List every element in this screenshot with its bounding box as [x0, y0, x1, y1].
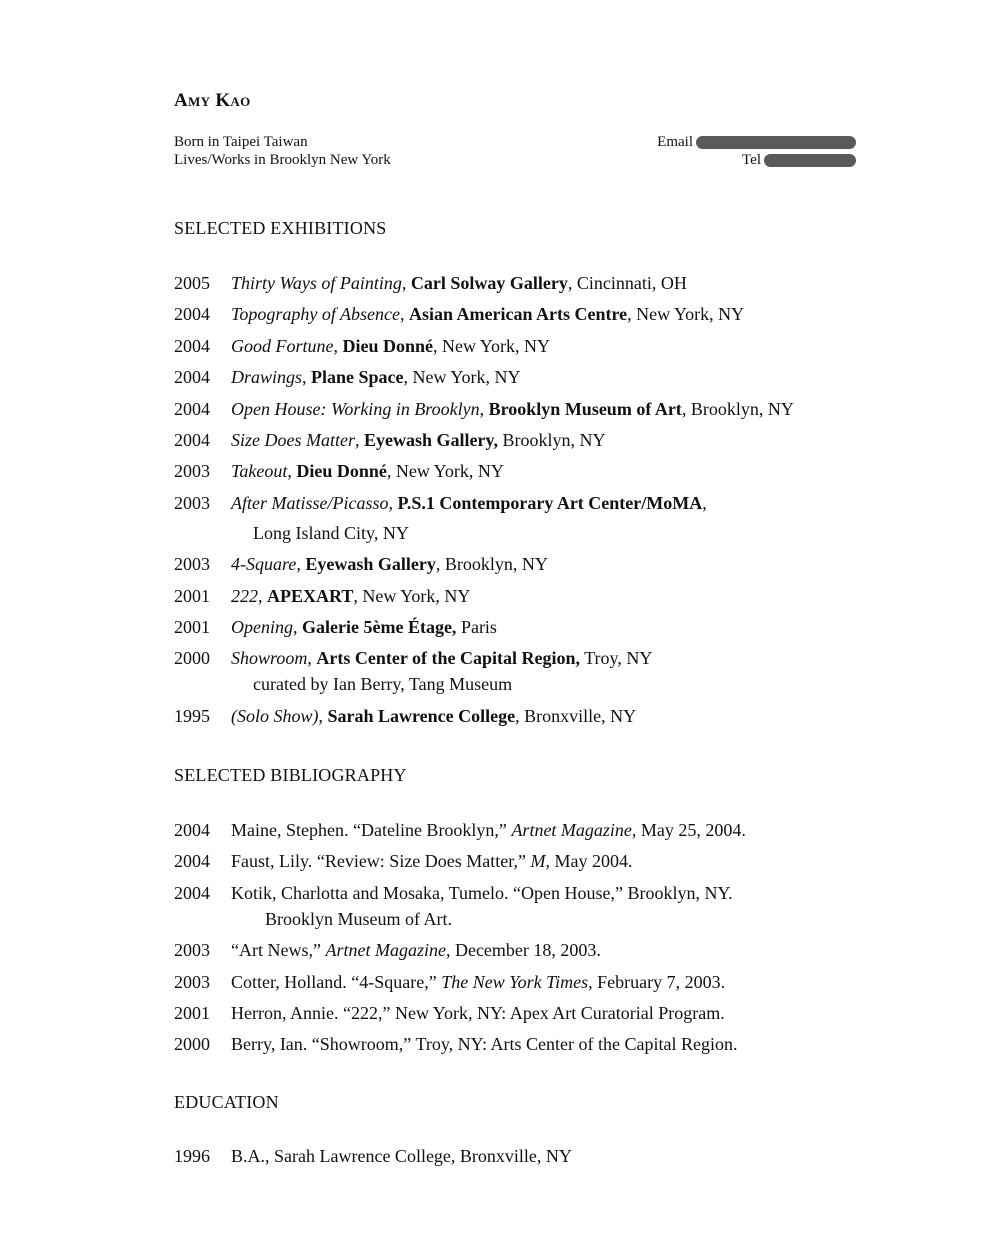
- separator: ,: [400, 304, 409, 325]
- exhibition-details: [231, 427, 605, 453]
- citation-text: Faust, Lily. “Review: Size Does Matter,”: [231, 851, 531, 872]
- exhibition-details: [231, 458, 504, 484]
- exhibition-title: Opening: [231, 616, 293, 637]
- education-entry: [174, 1143, 572, 1169]
- exhibition-venue: Galerie 5ème Étage,: [302, 616, 457, 637]
- bibliography-citation: [231, 1031, 737, 1057]
- exhibition-title: Takeout: [231, 461, 288, 482]
- citation-text: Herron, Annie. “222,” New York, NY: Apex Art Curatorial Program.: [231, 1002, 725, 1023]
- bibliography-year: 2004: [174, 851, 210, 872]
- citation-date: , May 2004.: [545, 851, 633, 872]
- exhibition-entry: [174, 364, 794, 390]
- bibliography-entry: [174, 817, 746, 843]
- exhibition-details: [231, 301, 744, 327]
- exhibitions-heading: SELECTED EXHIBITIONS: [174, 218, 387, 238]
- exhibition-details: [231, 364, 521, 390]
- bibliography-entry: [174, 1031, 746, 1057]
- exhibition-title: 4-Square: [231, 554, 297, 575]
- exhibition-location: , Cincinnati, OH: [567, 273, 687, 293]
- separator: ,: [307, 648, 317, 669]
- exhibition-venue: Eyewash Gallery,: [363, 429, 498, 450]
- exhibition-year: 2005: [174, 273, 210, 293]
- bibliography-entry: [174, 848, 746, 874]
- exhibition-year: 2003: [174, 461, 210, 482]
- birthplace: Born in Taipei Taiwan: [174, 134, 308, 150]
- citation-text: “Art News,”: [231, 940, 326, 961]
- exhibition-continuation: Long Island City, NY: [253, 522, 409, 543]
- bibliography-citation: [231, 937, 601, 963]
- exhibition-location: , Bronxville, NY: [515, 705, 637, 726]
- exhibition-title: (Solo Show): [231, 705, 319, 726]
- publication-title: Artnet Magazine: [511, 820, 632, 840]
- exhibition-venue: Plane Space: [311, 367, 404, 388]
- exhibition-title: Size Does Matter: [231, 429, 355, 450]
- exhibition-venue: Brooklyn Museum of Art: [488, 398, 682, 419]
- person-name: Amy Kao: [174, 90, 251, 111]
- bibliography-citation: [231, 817, 746, 843]
- exhibition-location: , Brooklyn, NY: [681, 398, 794, 419]
- citation-date: , February 7, 2003.: [588, 971, 726, 992]
- tel-redaction: [764, 154, 856, 167]
- exhibition-venue: P.S.1 Contemporary Art Center/MoMA: [397, 492, 703, 513]
- exhibition-details: [231, 270, 687, 296]
- exhibition-year: 2003: [174, 554, 210, 575]
- bibliography-list: [174, 817, 746, 1063]
- exhibition-entry: [174, 583, 794, 609]
- exhibition-venue: Asian American Arts Centre: [409, 304, 628, 325]
- exhibition-year: 2000: [174, 648, 210, 669]
- exhibition-year: 1995: [174, 705, 210, 726]
- exhibition-year: 2001: [174, 585, 210, 606]
- exhibition-location: Brooklyn, NY: [497, 429, 606, 450]
- separator: ,: [354, 429, 364, 450]
- bibliography-year: 2003: [174, 971, 210, 992]
- email-label: Email: [657, 134, 693, 150]
- bibliography-year: 2004: [174, 882, 210, 903]
- separator: ,: [258, 585, 267, 606]
- publication-title: M: [530, 851, 546, 872]
- separator: ,: [401, 273, 411, 293]
- bibliography-citation: [231, 969, 725, 995]
- education-heading: EDUCATION: [174, 1092, 279, 1112]
- citation-date: , May 25, 2004.: [631, 820, 746, 840]
- residence: Lives/Works in Brooklyn New York: [174, 152, 391, 168]
- tel-row: [600, 151, 856, 169]
- exhibition-entry: [174, 703, 794, 729]
- tel-label: Tel: [742, 152, 761, 168]
- separator: ,: [287, 461, 297, 482]
- exhibition-details: [231, 703, 636, 729]
- bibliography-year: 2000: [174, 1034, 210, 1055]
- exhibition-details: [231, 614, 497, 640]
- exhibition-entry: [174, 427, 794, 453]
- exhibition-venue: Carl Solway Gallery: [410, 273, 568, 293]
- bibliography-year: 2004: [174, 820, 210, 840]
- citation-text: Kotik, Charlotta and Mosaka, Tumelo. “Open House,” Brooklyn, NY.: [231, 882, 733, 903]
- contact-block: [600, 133, 856, 169]
- exhibition-entry: [174, 301, 794, 327]
- exhibition-location: ,: [702, 492, 707, 513]
- exhibition-entry: [174, 270, 794, 296]
- publication-title: Artnet Magazine: [325, 940, 446, 961]
- exhibition-entry: [174, 551, 794, 577]
- exhibition-location: , New York, NY: [403, 367, 521, 388]
- exhibition-title: Topography of Absence: [231, 304, 400, 325]
- bibliography-entry: [174, 937, 746, 963]
- separator: ,: [333, 335, 343, 356]
- exhibition-entry: [174, 333, 794, 359]
- exhibition-entry: [174, 396, 794, 422]
- exhibition-title: Drawings: [231, 367, 303, 388]
- bibliography-citation: [231, 880, 733, 932]
- exhibition-venue: Dieu Donné: [342, 335, 434, 356]
- exhibition-location: , New York, NY: [386, 461, 504, 482]
- citation-text: Maine, Stephen. “Dateline Brooklyn,”: [231, 820, 512, 840]
- exhibition-continuation: curated by Ian Berry, Tang Museum: [253, 674, 513, 695]
- email-redaction: [696, 136, 856, 149]
- separator: ,: [293, 616, 302, 637]
- exhibition-year: 2004: [174, 429, 210, 450]
- exhibition-year: 2001: [174, 616, 210, 637]
- separator: ,: [388, 492, 398, 513]
- bibliography-entry: [174, 1000, 746, 1026]
- exhibition-entry: [174, 614, 794, 640]
- citation-continuation: Brooklyn Museum of Art.: [265, 908, 452, 929]
- exhibition-title: Thirty Ways of Painting: [231, 273, 402, 293]
- exhibition-year: 2004: [174, 335, 210, 356]
- exhibition-venue: APEXART: [267, 585, 354, 606]
- exhibition-venue: Sarah Lawrence College: [327, 705, 516, 726]
- separator: ,: [479, 398, 489, 419]
- exhibition-details: [231, 583, 470, 609]
- bibliography-year: 2001: [174, 1002, 210, 1023]
- exhibition-location: , New York, NY: [433, 335, 551, 356]
- exhibition-entry: [174, 458, 794, 484]
- exhibition-venue: Arts Center of the Capital Region,: [316, 648, 580, 669]
- separator: ,: [296, 554, 306, 575]
- citation-text: Cotter, Holland. “4-Square,”: [231, 971, 442, 992]
- education-degree: B.A., Sarah Lawrence College, Bronxville, NY: [231, 1146, 572, 1166]
- separator: ,: [302, 367, 312, 388]
- education-year: 1996: [174, 1146, 210, 1166]
- exhibition-entry: [174, 490, 794, 546]
- bibliography-entry: [174, 880, 746, 932]
- exhibition-entry: [174, 645, 794, 697]
- exhibition-location: , Brooklyn, NY: [435, 554, 548, 575]
- bibliography-heading: SELECTED BIBLIOGRAPHY: [174, 765, 407, 785]
- exhibition-details: [231, 396, 794, 422]
- exhibition-details: [231, 551, 548, 577]
- bio-block: [174, 133, 391, 169]
- exhibition-venue: Eyewash Gallery: [305, 554, 436, 575]
- exhibition-location: Paris: [456, 616, 497, 637]
- bibliography-citation: [231, 1000, 725, 1026]
- exhibition-location: , New York, NY: [353, 585, 471, 606]
- exhibition-title: Open House: Working in Brooklyn: [231, 398, 480, 419]
- exhibition-year: 2004: [174, 367, 210, 388]
- citation-date: , December 18, 2003.: [445, 940, 601, 961]
- exhibition-details: [231, 490, 707, 546]
- exhibition-venue: Dieu Donné: [296, 461, 387, 482]
- education-list: [174, 1143, 572, 1174]
- publication-title: The New York Times: [441, 971, 589, 992]
- exhibition-year: 2004: [174, 398, 210, 419]
- bibliography-year: 2003: [174, 940, 210, 961]
- exhibition-details: [231, 645, 652, 697]
- exhibition-title: 222: [231, 585, 258, 606]
- exhibition-year: 2003: [174, 492, 210, 513]
- exhibition-title: Good Fortune: [231, 335, 334, 356]
- exhibition-location: Troy, NY: [579, 648, 653, 669]
- citation-text: Berry, Ian. “Showroom,” Troy, NY: Arts Center of the Capital Region.: [231, 1034, 738, 1055]
- exhibition-title: After Matisse/Picasso: [231, 492, 389, 513]
- email-row: [600, 133, 856, 151]
- exhibitions-list: [174, 270, 794, 734]
- exhibition-year: 2004: [174, 304, 210, 325]
- bibliography-citation: [231, 848, 633, 874]
- separator: ,: [318, 705, 328, 726]
- exhibition-title: Showroom: [231, 648, 308, 669]
- exhibition-location: , New York, NY: [627, 304, 745, 325]
- exhibition-details: [231, 333, 550, 359]
- bibliography-entry: [174, 969, 746, 995]
